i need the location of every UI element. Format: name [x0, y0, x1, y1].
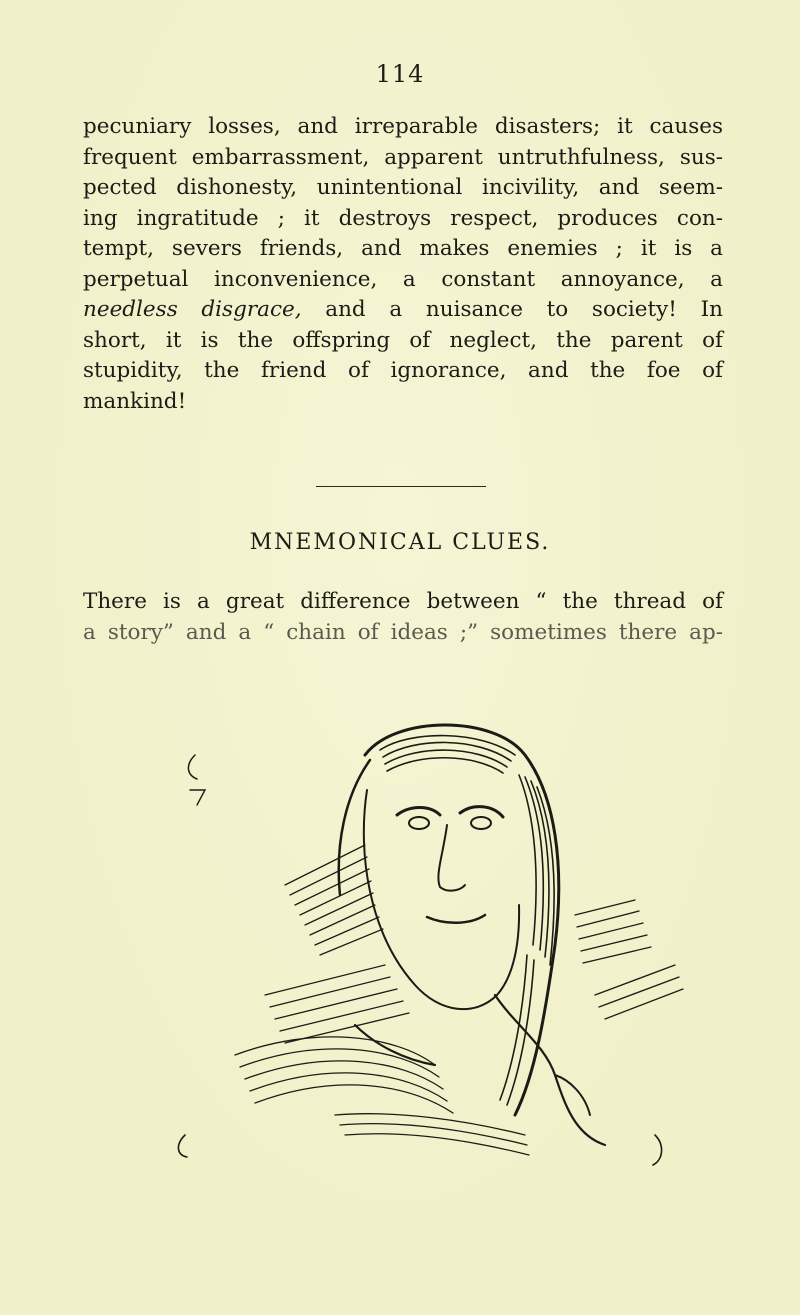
face-outline — [364, 790, 519, 1009]
paragraph-line: pected dishonesty, unintentional incivility, and seem- — [83, 175, 723, 200]
paragraph-line: stupidity, the friend of ignorance, and the foe of — [83, 358, 723, 383]
paragraph-line: frequent embarrassment, apparent untruthfulness, sus- — [83, 144, 723, 170]
paragraph-line: short, it is the offspring of neglect, the parent of — [83, 327, 723, 353]
section-line: a story” and a “ chain of ideas ;” sometimes there ap- — [83, 620, 723, 645]
section-heading: MNEMONICAL CLUES. — [249, 530, 551, 555]
paragraph-line-rest: and a nuisance to society! In — [301, 297, 723, 322]
section-divider — [316, 486, 486, 487]
paragraph-line: mankind! — [83, 388, 187, 414]
engraved-head-illustration — [135, 695, 695, 1195]
paragraph-line: perpetual inconvenience, a constant annoyance, a — [83, 266, 723, 292]
eye-icon — [397, 808, 440, 816]
page-number: 114 — [375, 60, 425, 88]
paragraph-line: pecuniary losses, and irreparable disasters; it causes — [83, 114, 723, 139]
paragraph-line: tempt, severs friends, and makes enemies ; it is a — [83, 236, 723, 261]
section-paragraph — [83, 586, 723, 648]
paragraph-line-mixed — [83, 295, 723, 326]
section-line: There is a great difference between “ the thread of — [83, 589, 723, 614]
paragraph-line: ing ingratitude ; it destroys respect, produces con- — [83, 205, 723, 231]
body-paragraph — [83, 112, 723, 417]
italic-phrase: needless disgrace, — [83, 297, 302, 322]
